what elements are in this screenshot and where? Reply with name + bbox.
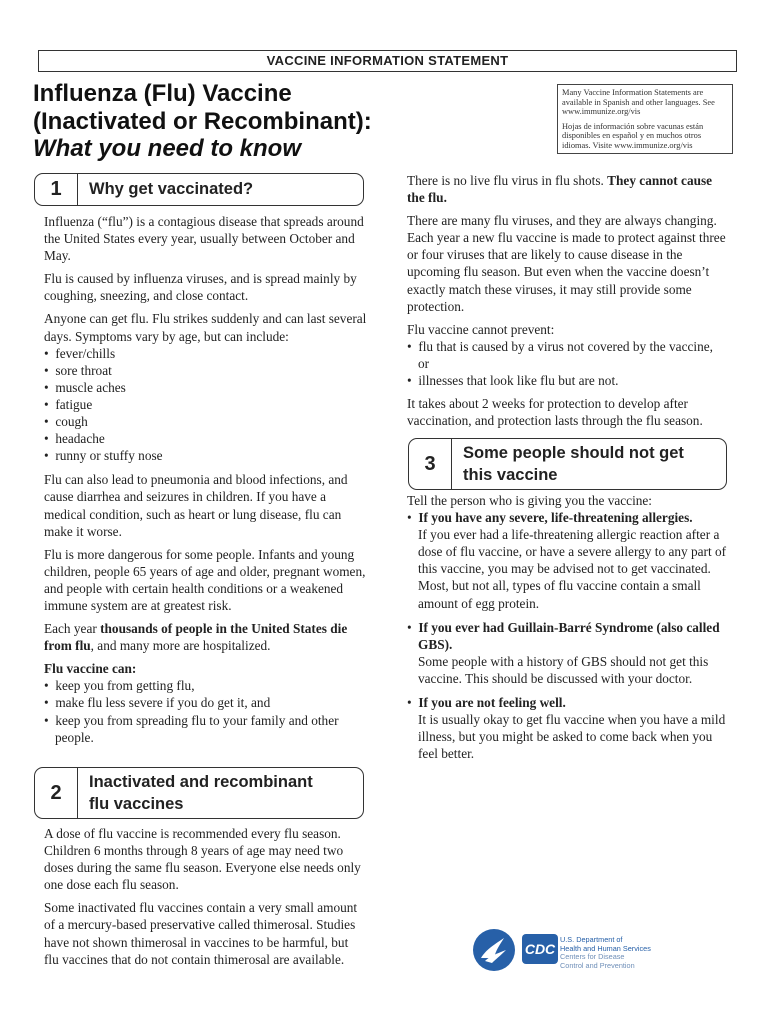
benefit-item: • keep you from getting flu, bbox=[44, 677, 370, 694]
symptom-item: • headache bbox=[44, 430, 370, 447]
section-1-header bbox=[34, 173, 364, 206]
section-1-paragraph: Flu is caused by influenza viruses, and is spread mainly by coughing, sneezing, and close contact. bbox=[44, 271, 357, 304]
section-2-paragraph: Some inactivated flu vaccines contain a very small amount of a mercury-based preservative called thimerosal. Studies have not shown thimerosal in vaccines to be harmful, but flu vaccines that do not contain thimerosal are available. bbox=[44, 900, 358, 967]
cannot-prevent-item: • illnesses that look like flu but are not. bbox=[407, 372, 733, 389]
symptom-item: • sore throat bbox=[44, 362, 370, 379]
cannot-prevent-list bbox=[407, 338, 733, 389]
section-3-title-line-1: Some people should not get bbox=[463, 444, 684, 462]
section-2-title-line-2: flu vaccines bbox=[89, 795, 184, 813]
section-1-paragraph: Each year thousands of people in the United States die from flu, and many more are hospitalized. bbox=[44, 621, 348, 654]
contraindication-item: • If you are not feeling well. It is usually okay to get flu vaccine when you have a mild illness, but you might be asked to come back when you feel better. bbox=[407, 694, 733, 762]
cdc-logo: CDC bbox=[522, 934, 558, 964]
symptom-item: • muscle aches bbox=[44, 379, 370, 396]
section-2-number: 2 bbox=[35, 768, 78, 818]
cdc-line-2: Control and Prevention bbox=[560, 960, 635, 970]
flu-vaccine-can-heading: Flu vaccine can: bbox=[44, 661, 137, 677]
section-1-paragraph: Anyone can get flu. Flu strikes suddenly and can last several days. Symptoms vary by age, but can include: bbox=[44, 311, 367, 344]
contraindication-item: • If you ever had Guillain-Barré Syndrome (also called GBS). Some people with a history of GBS should not get this vaccine. This should be discussed with your doctor. bbox=[407, 619, 733, 687]
left-column bbox=[44, 213, 370, 746]
section-3-number: 3 bbox=[409, 439, 452, 489]
section-2-header bbox=[34, 767, 364, 819]
title-line-3: What you need to know bbox=[33, 135, 301, 162]
section-1-paragraph: Flu can also lead to pneumonia and blood infections, and cause diarrhea and seizures in children. If you have a medical condition, such as heart or lung disease, flu can make it worse. bbox=[44, 472, 348, 539]
title-line-1: Influenza (Flu) Vaccine bbox=[33, 80, 292, 107]
language-info-box bbox=[557, 84, 733, 154]
right-column bbox=[407, 172, 733, 435]
benefit-item: • make flu less severe if you do get it, and bbox=[44, 694, 370, 711]
symptom-item: • runny or stuffy nose bbox=[44, 447, 370, 464]
hhs-line-1: U.S. Department of bbox=[560, 935, 623, 944]
section-3-title-line-2: this vaccine bbox=[463, 466, 558, 484]
agency-text bbox=[560, 936, 651, 970]
section-3-body bbox=[407, 492, 733, 769]
section-3-intro: Tell the person who is giving you the vaccine: bbox=[407, 493, 653, 508]
language-info-spanish: Hojas de información sobre vacunas están disponibles en español y en muchos otros idiomas. Visite www.immunize.org/vis bbox=[562, 121, 704, 150]
section-1-paragraph: Influenza (“flu”) is a contagious disease that spreads around the United States every year, usually between October and May. bbox=[44, 214, 364, 264]
hhs-eagle-logo-icon bbox=[472, 928, 516, 972]
right-paragraph: Flu vaccine cannot prevent: bbox=[407, 321, 555, 337]
section-2-paragraph: A dose of flu vaccine is recommended every flu season. Children 6 months through 8 years of age may need two doses during the same flu season. Everyone else needs only one dose each flu season. bbox=[44, 826, 361, 893]
symptom-list bbox=[44, 345, 370, 465]
right-paragraph: It takes about 2 weeks for protection to develop after vaccination, and protection lasts through the flu season. bbox=[407, 396, 703, 429]
symptom-item: • fever/chills bbox=[44, 345, 370, 362]
cdc-line-1: Centers for Disease bbox=[560, 952, 625, 962]
document-header: VACCINE INFORMATION STATEMENT bbox=[38, 50, 737, 72]
benefit-item: • keep you from spreading flu to your family and other people. bbox=[44, 712, 370, 746]
section-1-number: 1 bbox=[35, 174, 78, 205]
hhs-line-2: Health and Human Services bbox=[560, 943, 651, 953]
agency-logos bbox=[472, 928, 556, 977]
section-2-body bbox=[44, 825, 362, 974]
vaccine-benefit-list bbox=[44, 677, 370, 745]
right-paragraph: There are many flu viruses, and they are always changing. Each year a new flu vaccine is made to protect against three or four viruses that are likely to cause disease in the upcoming flu season. But even when the vaccine doesn’t exactly match these viruses, it may still provide some protection. bbox=[407, 213, 726, 314]
section-3-header bbox=[408, 438, 727, 490]
section-1-title: Why get vaccinated? bbox=[89, 180, 254, 198]
symptom-item: • cough bbox=[44, 413, 370, 430]
cannot-prevent-item: • flu that is caused by a virus not covered by the vaccine, bbox=[407, 338, 733, 355]
contraindication-list bbox=[407, 509, 733, 762]
section-2-title-line-1: Inactivated and recombinant bbox=[89, 773, 313, 791]
symptom-item: • fatigue bbox=[44, 396, 370, 413]
section-1-paragraph: Flu is more dangerous for some people. Infants and young children, people 65 years of age and older, pregnant women, and people with certain health conditions or a weakened immune system are at greatest risk. bbox=[44, 546, 366, 613]
title-line-2: (Inactivated or Recombinant): bbox=[33, 108, 372, 135]
contraindication-item: • If you have any severe, life-threatening allergies. If you ever had a life-threatening allergic reaction after a dose of flu vaccine, or have a severe allergy to any part of this vaccine, you may be advised not to get vaccinated. Most, but not all, types of flu vaccine contain a small amount of egg protein. bbox=[407, 509, 733, 612]
language-info-english: Many Vaccine Information Statements are available in Spanish and other languages. See www.immunize.org/vis bbox=[562, 88, 715, 117]
or-text: or bbox=[418, 355, 430, 371]
no-live-virus-paragraph: There is no live flu virus in flu shots. They cannot cause the flu. bbox=[407, 173, 713, 206]
